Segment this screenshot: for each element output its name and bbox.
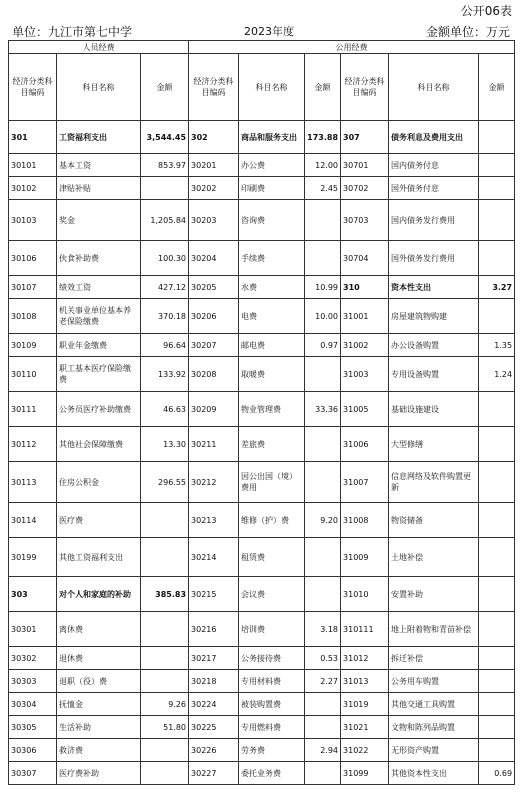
amount-cell [479, 462, 515, 503]
name-cell: 其他交通工具购置 [389, 693, 479, 716]
table-row [9, 716, 515, 739]
code-cell: 301 [9, 121, 57, 154]
code-cell: 30107 [9, 276, 57, 299]
amount-cell [141, 762, 189, 785]
col-code-2: 经济分类科目编码 [189, 54, 239, 121]
amount-cell: 296.55 [141, 462, 189, 503]
name-cell: 办公设备购置 [389, 334, 479, 357]
amount-cell [305, 241, 341, 276]
code-cell: 31007 [341, 462, 389, 503]
amount-cell: 370.18 [141, 299, 189, 334]
code-cell: 303 [9, 577, 57, 612]
amount-cell: 9.20 [305, 503, 341, 538]
code-cell: 30701 [341, 154, 389, 177]
code-cell: 30226 [189, 739, 239, 762]
table-row [9, 647, 515, 670]
name-cell: 拆迁补偿 [389, 647, 479, 670]
amount-cell [305, 538, 341, 577]
name-cell: 邮电费 [239, 334, 305, 357]
code-cell: 302 [189, 121, 239, 154]
code-cell: 31022 [341, 739, 389, 762]
code-cell: 30106 [9, 241, 57, 276]
table-row [9, 739, 515, 762]
code-cell: 30111 [9, 392, 57, 427]
name-cell: 被装购置费 [239, 693, 305, 716]
amount-unit-label: 金额单位：万元 [425, 25, 510, 39]
table-row [9, 670, 515, 693]
name-cell: 办公费 [239, 154, 305, 177]
col-amount-3: 金额 [479, 54, 515, 121]
code-cell: 31001 [341, 299, 389, 334]
name-cell: 对个人和家庭的补助 [57, 577, 141, 612]
code-cell: 31021 [341, 716, 389, 739]
code-cell: 30225 [189, 716, 239, 739]
amount-cell: 10.99 [305, 276, 341, 299]
name-cell: 信息网络及软件购置更新 [389, 462, 479, 503]
amount-cell [479, 177, 515, 200]
section-public: 公用经费 [189, 41, 515, 54]
code-cell: 31099 [341, 762, 389, 785]
name-cell: 公务员医疗补助缴费 [57, 392, 141, 427]
code-cell: 30224 [189, 693, 239, 716]
code-cell: 31013 [341, 670, 389, 693]
code-cell: 30112 [9, 427, 57, 462]
amount-cell [141, 177, 189, 200]
year-label: 2023年度 [244, 25, 294, 38]
amount-cell [479, 392, 515, 427]
amount-cell [141, 647, 189, 670]
code-cell: 30109 [9, 334, 57, 357]
table-row [9, 177, 515, 200]
amount-cell: 1.35 [479, 334, 515, 357]
name-cell: 退职（役）费 [57, 670, 141, 693]
name-cell: 基本工资 [57, 154, 141, 177]
amount-cell [479, 739, 515, 762]
amount-cell [305, 462, 341, 503]
table-row [9, 538, 515, 577]
amount-cell: 0.97 [305, 334, 341, 357]
code-cell: 310111 [341, 612, 389, 647]
code-cell: 30301 [9, 612, 57, 647]
code-cell: 31012 [341, 647, 389, 670]
name-cell: 国内债务付息 [389, 154, 479, 177]
code-cell: 30102 [9, 177, 57, 200]
name-cell: 医疗费补助 [57, 762, 141, 785]
amount-cell: 3.18 [305, 612, 341, 647]
amount-cell [479, 299, 515, 334]
amount-cell [479, 647, 515, 670]
amount-cell [141, 538, 189, 577]
code-cell: 30207 [189, 334, 239, 357]
table-row [9, 276, 515, 299]
table-row [9, 612, 515, 647]
amount-cell: 853.97 [141, 154, 189, 177]
amount-cell: 51.80 [141, 716, 189, 739]
name-cell: 离休费 [57, 612, 141, 647]
name-cell: 公务接待费 [239, 647, 305, 670]
table-row [9, 121, 515, 154]
amount-cell: 2.27 [305, 670, 341, 693]
name-cell: 伙食补助费 [57, 241, 141, 276]
report-header [8, 22, 514, 40]
name-cell: 差旅费 [239, 427, 305, 462]
table-row [9, 427, 515, 462]
name-cell: 国内债务发行费用 [389, 200, 479, 241]
name-cell: 津贴补贴 [57, 177, 141, 200]
code-cell: 30103 [9, 200, 57, 241]
col-code-3: 经济分类科目编码 [341, 54, 389, 121]
code-cell: 30306 [9, 739, 57, 762]
code-cell: 30203 [189, 200, 239, 241]
table-row [9, 503, 515, 538]
name-cell: 债务利息及费用支出 [389, 121, 479, 154]
code-cell: 30217 [189, 647, 239, 670]
code-cell: 307 [341, 121, 389, 154]
code-cell: 30202 [189, 177, 239, 200]
code-cell: 30212 [189, 462, 239, 503]
amount-cell: 427.12 [141, 276, 189, 299]
name-cell: 安置补助 [389, 577, 479, 612]
code-cell: 30213 [189, 503, 239, 538]
name-cell: 公务用车购置 [389, 670, 479, 693]
table-row [9, 299, 515, 334]
section-header-row [9, 41, 515, 54]
unit-label: 单位：九江市第七中学 [12, 25, 133, 39]
name-cell: 专用设备购置 [389, 357, 479, 392]
code-cell: 30113 [9, 462, 57, 503]
col-amount-2: 金额 [305, 54, 341, 121]
name-cell: 维修（护）费 [239, 503, 305, 538]
col-name-3: 科目名称 [389, 54, 479, 121]
section-personnel: 人员经费 [9, 41, 189, 54]
amount-cell: 3,544.45 [141, 121, 189, 154]
name-cell: 水费 [239, 276, 305, 299]
amount-cell [141, 503, 189, 538]
code-cell: 30227 [189, 762, 239, 785]
name-cell: 委托业务费 [239, 762, 305, 785]
code-cell: 31010 [341, 577, 389, 612]
amount-cell: 96.64 [141, 334, 189, 357]
code-cell: 30206 [189, 299, 239, 334]
name-cell: 机关事业单位基本养老保险缴费 [57, 299, 141, 334]
name-cell: 物业管理费 [239, 392, 305, 427]
amount-cell [141, 670, 189, 693]
code-cell: 30110 [9, 357, 57, 392]
name-cell: 商品和服务支出 [239, 121, 305, 154]
table-row [9, 334, 515, 357]
col-name-2: 科目名称 [239, 54, 305, 121]
amount-cell [141, 612, 189, 647]
name-cell: 生活补助 [57, 716, 141, 739]
amount-cell [479, 716, 515, 739]
name-cell: 咨询费 [239, 200, 305, 241]
amount-cell: 12.00 [305, 154, 341, 177]
name-cell: 绩效工资 [57, 276, 141, 299]
amount-cell: 133.92 [141, 357, 189, 392]
name-cell: 土地补偿 [389, 538, 479, 577]
amount-cell: 100.30 [141, 241, 189, 276]
code-cell: 30703 [341, 200, 389, 241]
table-row [9, 577, 515, 612]
name-cell: 资本性支出 [389, 276, 479, 299]
name-cell: 劳务费 [239, 739, 305, 762]
amount-cell [479, 154, 515, 177]
name-cell: 奖金 [57, 200, 141, 241]
amount-cell [305, 357, 341, 392]
code-cell: 31006 [341, 427, 389, 462]
table-row [9, 462, 515, 503]
code-cell: 30214 [189, 538, 239, 577]
amount-cell: 385.83 [141, 577, 189, 612]
amount-cell [305, 427, 341, 462]
table-row [9, 154, 515, 177]
amount-cell [479, 200, 515, 241]
amount-cell: 9.26 [141, 693, 189, 716]
amount-cell: 2.94 [305, 739, 341, 762]
name-cell: 电费 [239, 299, 305, 334]
code-cell: 30215 [189, 577, 239, 612]
code-cell: 30303 [9, 670, 57, 693]
expense-table [8, 40, 515, 785]
name-cell: 无形资产购置 [389, 739, 479, 762]
code-cell: 30211 [189, 427, 239, 462]
amount-cell: 33.36 [305, 392, 341, 427]
name-cell: 会议费 [239, 577, 305, 612]
amount-cell [479, 538, 515, 577]
col-name-1: 科目名称 [57, 54, 141, 121]
name-cell: 国外债务发行费用 [389, 241, 479, 276]
table-row [9, 693, 515, 716]
name-cell: 租赁费 [239, 538, 305, 577]
name-cell: 职业年金缴费 [57, 334, 141, 357]
amount-cell: 3.27 [479, 276, 515, 299]
name-cell: 手续费 [239, 241, 305, 276]
amount-cell [305, 693, 341, 716]
amount-cell: 1.24 [479, 357, 515, 392]
code-cell: 30204 [189, 241, 239, 276]
amount-cell [479, 427, 515, 462]
table-row [9, 200, 515, 241]
name-cell: 职工基本医疗保险缴费 [57, 357, 141, 392]
code-cell: 31005 [341, 392, 389, 427]
amount-cell: 2.45 [305, 177, 341, 200]
amount-cell [479, 121, 515, 154]
amount-cell [305, 200, 341, 241]
table-row [9, 392, 515, 427]
amount-cell: 0.69 [479, 762, 515, 785]
name-cell: 文物和陈列品购置 [389, 716, 479, 739]
name-cell: 地上附着物和青苗补偿 [389, 612, 479, 647]
code-cell: 310 [341, 276, 389, 299]
amount-cell: 46.63 [141, 392, 189, 427]
name-cell: 培训费 [239, 612, 305, 647]
name-cell: 物资储备 [389, 503, 479, 538]
amount-cell [305, 577, 341, 612]
code-cell: 30305 [9, 716, 57, 739]
amount-cell [479, 503, 515, 538]
name-cell: 取暖费 [239, 357, 305, 392]
name-cell: 救济费 [57, 739, 141, 762]
amount-cell [305, 762, 341, 785]
code-cell: 30108 [9, 299, 57, 334]
table-row [9, 357, 515, 392]
code-cell: 30205 [189, 276, 239, 299]
name-cell: 住房公积金 [57, 462, 141, 503]
amount-cell [479, 577, 515, 612]
name-cell: 医疗费 [57, 503, 141, 538]
code-cell: 31002 [341, 334, 389, 357]
code-cell: 30101 [9, 154, 57, 177]
name-cell: 其他工资福利支出 [57, 538, 141, 577]
code-cell: 31003 [341, 357, 389, 392]
code-cell: 30702 [341, 177, 389, 200]
col-amount-1: 金额 [141, 54, 189, 121]
col-code-1: 经济分类科目编码 [9, 54, 57, 121]
code-cell: 31009 [341, 538, 389, 577]
name-cell: 抚恤金 [57, 693, 141, 716]
code-cell: 30199 [9, 538, 57, 577]
code-cell: 30302 [9, 647, 57, 670]
amount-cell: 0.53 [305, 647, 341, 670]
code-cell: 30114 [9, 503, 57, 538]
amount-cell: 10.00 [305, 299, 341, 334]
code-cell: 30216 [189, 612, 239, 647]
amount-cell: 173.88 [305, 121, 341, 154]
code-cell: 30307 [9, 762, 57, 785]
table-row [9, 762, 515, 785]
name-cell: 房屋建筑物购建 [389, 299, 479, 334]
column-header-row [9, 54, 515, 121]
name-cell: 工资福利支出 [57, 121, 141, 154]
amount-cell [479, 670, 515, 693]
amount-cell: 13.30 [141, 427, 189, 462]
code-cell: 30208 [189, 357, 239, 392]
code-cell: 31008 [341, 503, 389, 538]
amount-cell: 1,205.84 [141, 200, 189, 241]
amount-cell [479, 693, 515, 716]
table-id: 公开06表 [460, 4, 512, 18]
amount-cell [479, 241, 515, 276]
code-cell: 30218 [189, 670, 239, 693]
code-cell: 30704 [341, 241, 389, 276]
name-cell: 其他资本性支出 [389, 762, 479, 785]
name-cell: 基础设施建设 [389, 392, 479, 427]
table-row [9, 241, 515, 276]
code-cell: 30209 [189, 392, 239, 427]
name-cell: 因公出国（境）费用 [239, 462, 305, 503]
amount-cell [479, 612, 515, 647]
amount-cell [305, 716, 341, 739]
code-cell: 31019 [341, 693, 389, 716]
name-cell: 大型修缮 [389, 427, 479, 462]
name-cell: 其他社会保障缴费 [57, 427, 141, 462]
name-cell: 印刷费 [239, 177, 305, 200]
amount-cell [141, 739, 189, 762]
name-cell: 专用燃料费 [239, 716, 305, 739]
code-cell: 30201 [189, 154, 239, 177]
name-cell: 专用材料费 [239, 670, 305, 693]
code-cell: 30304 [9, 693, 57, 716]
name-cell: 国外债务付息 [389, 177, 479, 200]
name-cell: 退休费 [57, 647, 141, 670]
